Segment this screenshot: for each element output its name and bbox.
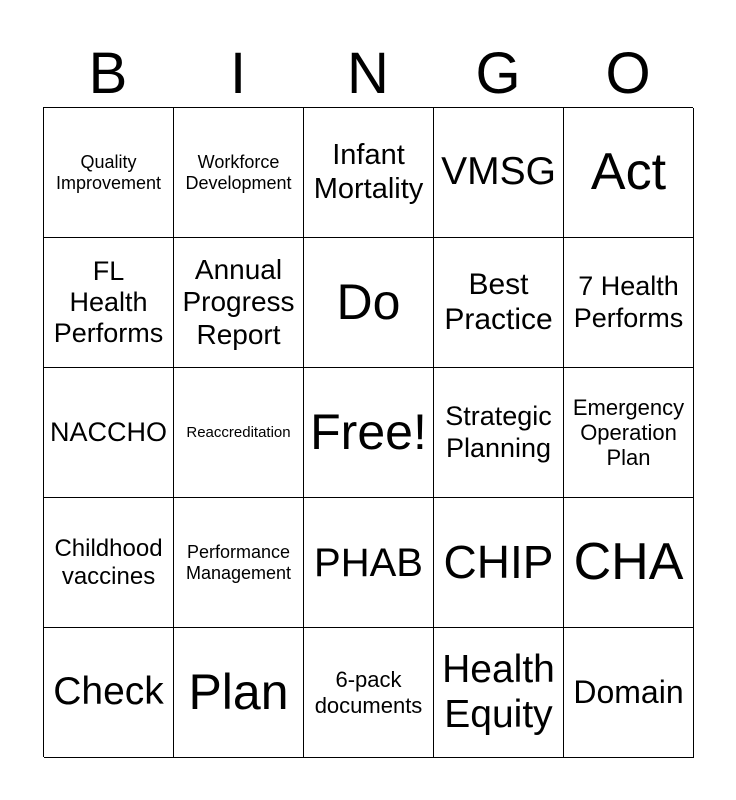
bingo-cell-r4-c1[interactable] [44,498,174,628]
bingo-cell-label: Workforce Development [185,151,292,193]
bingo-cell-label: PHAB [314,540,423,585]
bingo-cell-r5-c1[interactable] [44,628,174,758]
bingo-cell-r3-c1[interactable] [44,368,174,498]
bingo-cell-r5-c4[interactable] [434,628,564,758]
header-letter-n: N [347,41,389,106]
bingo-cell-label: Best Practice [444,268,553,336]
bingo-cell-r2-c5[interactable] [564,238,694,368]
bingo-cell-r1-c4[interactable] [434,108,564,238]
bingo-cell-label: Quality Improvement [55,151,162,193]
bingo-cell-label: Free! [310,403,427,460]
bingo-cell-label: Performance Management [185,541,292,583]
bingo-cell-r3-c3[interactable] [304,368,434,498]
bingo-cell-r1-c1[interactable] [44,108,174,238]
header-letter-g: G [475,41,521,106]
bingo-cell-label: Domain [573,674,684,711]
bingo-cell-label: Act [590,142,667,201]
bingo-cell-label: Annual Progress Report [182,254,295,350]
bingo-cell-r4-c2[interactable] [174,498,304,628]
bingo-cell-label: CHIP [443,536,554,589]
bingo-cell-label: Do [336,273,401,330]
header-letter-i: I [229,41,247,106]
bingo-cell-label: Check [53,670,164,714]
bingo-cell-r1-c3[interactable] [304,108,434,238]
bingo-cell-label: Emergency Operation Plan [572,394,685,471]
bingo-cell-r2-c3[interactable] [304,238,434,368]
bingo-cell-r2-c1[interactable] [44,238,174,368]
bingo-cell-r5-c2[interactable] [174,628,304,758]
bingo-cell-label: Childhood vaccines [54,534,163,590]
bingo-cell-label: Health Equity [442,647,555,736]
bingo-cell-label: Plan [188,663,289,720]
bingo-cell-r5-c3[interactable] [304,628,434,758]
bingo-header [43,42,693,106]
bingo-cell-r2-c4[interactable] [434,238,564,368]
bingo-cell-r5-c5[interactable] [564,628,694,758]
bingo-cell-label: Reaccreditation [186,423,291,441]
bingo-cell-label: VMSG [441,150,556,194]
bingo-cell-r4-c3[interactable] [304,498,434,628]
bingo-board [43,107,693,757]
bingo-cell-label: Strategic Planning [445,401,552,463]
header-letter-o: O [605,41,651,106]
header-letter-b: B [88,41,128,106]
bingo-cell-r3-c2[interactable] [174,368,304,498]
bingo-cell-label: CHA [573,532,684,591]
bingo-cell-r4-c4[interactable] [434,498,564,628]
bingo-cell-r1-c5[interactable] [564,108,694,238]
bingo-cell-r4-c5[interactable] [564,498,694,628]
bingo-cell-r3-c5[interactable] [564,368,694,498]
bingo-cell-label: 7 Health Performs [573,271,684,333]
bingo-cell-label: Infant Mortality [313,139,424,205]
bingo-cell-r1-c2[interactable] [174,108,304,238]
bingo-cell-r3-c4[interactable] [434,368,564,498]
bingo-cell-label: FL Health Performs [53,255,164,349]
bingo-cell-r2-c2[interactable] [174,238,304,368]
bingo-cell-label: NACCHO [49,416,167,447]
bingo-cell-label: 6-pack documents [314,667,423,718]
